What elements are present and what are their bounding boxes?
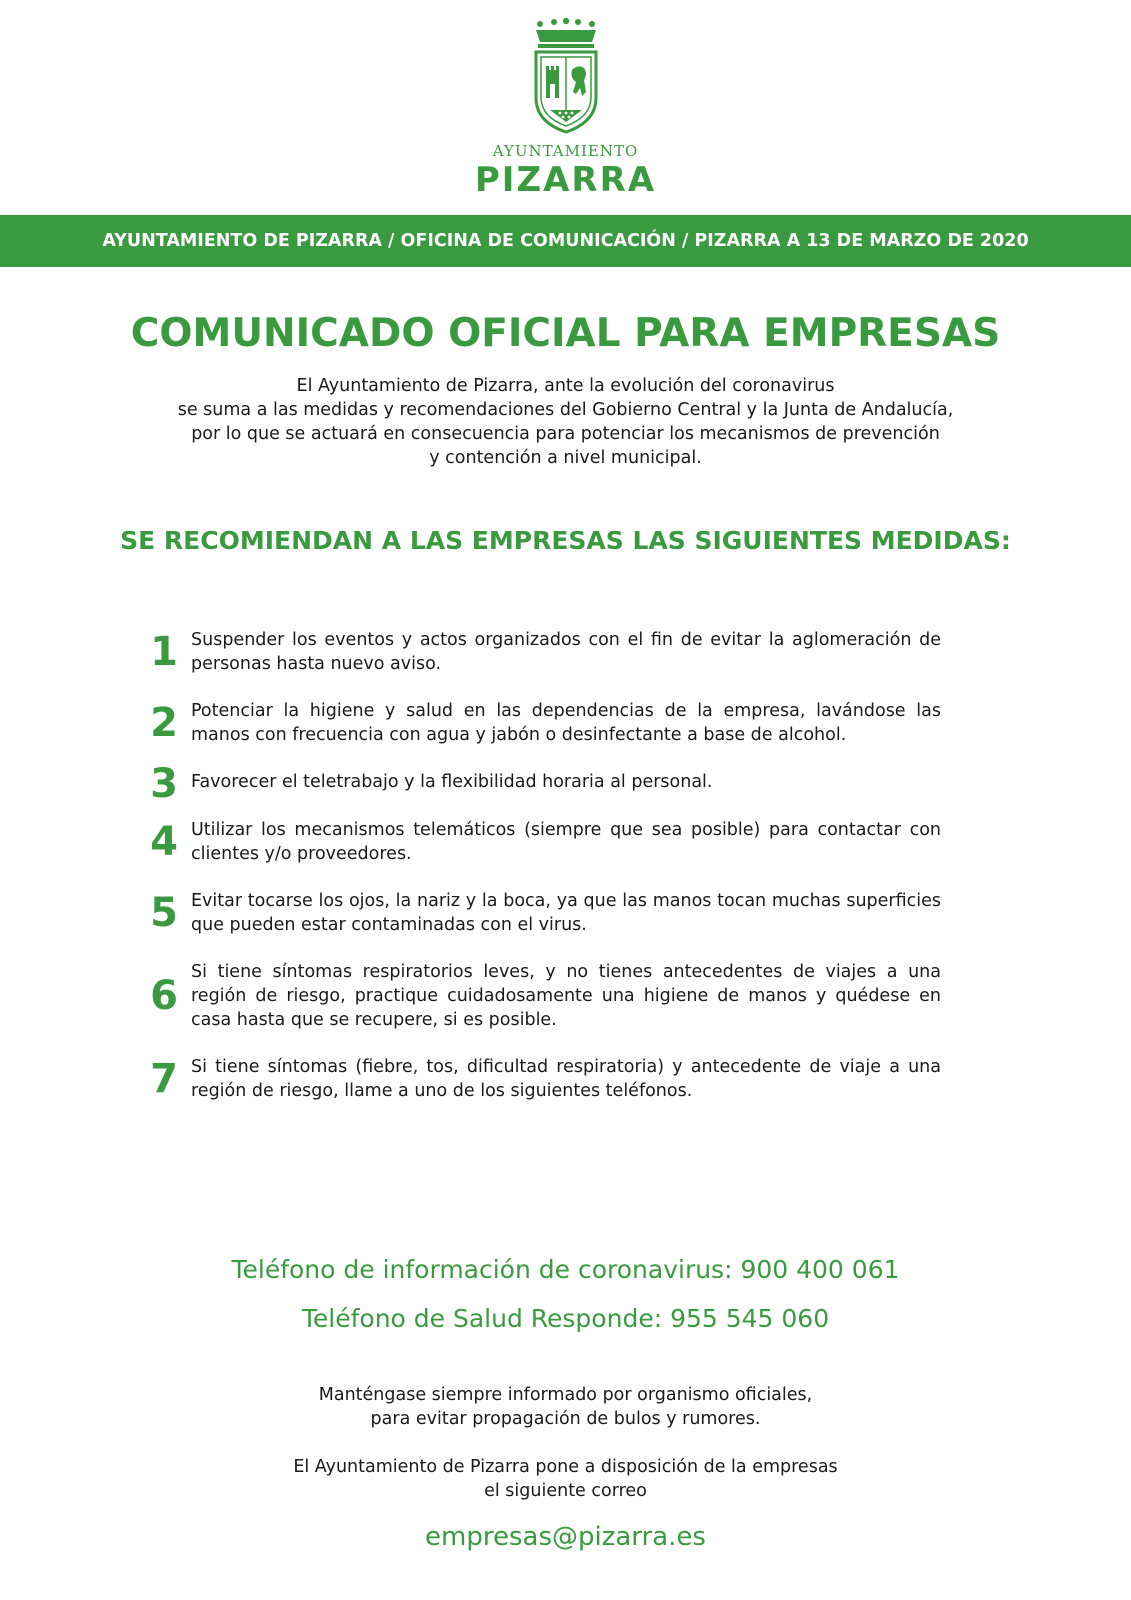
measure-text: Utilizar los mecanismos telemáticos (siempre que sea posible) para contactar con clientes y/o proveedores. [191,820,941,864]
measure-number: 4 [150,819,178,865]
measure-number: 3 [150,761,178,807]
logo-caption-big: PIZARRA [474,160,657,200]
measure-text: Evitar tocarse los ojos, la nariz y la boca, ya que las manos tocan muchas superficies que pueden estar contaminadas con el virus. [191,891,941,935]
note-line: para evitar propagación de bulos y rumores. [370,1409,761,1429]
email-note [0,1455,1131,1503]
measure-number: 2 [150,700,178,746]
measure-text: Potenciar la higiene y salud en las dependencias de la empresa, lavándose las manos con frecuencia con agua y jabón o desinfectante a base de alcohol. [191,701,941,745]
intro-line: por lo que se actuará en consecuencia para potenciar los mecanismos de prevención [191,424,940,444]
contact-email-link[interactable]: empresas@pizarra.es [425,1522,706,1552]
intro-line: se suma a las medidas y recomendaciones del Gobierno Central y la Junta de Andalucía, [177,400,954,420]
measure-text: Favorecer el teletrabajo y la flexibilidad horaria al personal. [191,772,713,792]
intro-line: El Ayuntamiento de Pizarra, ante la evolución del coronavirus [296,376,835,396]
header-banner: AYUNTAMIENTO DE PIZARRA / OFICINA DE COMUNICACIÓN / PIZARRA A 13 DE MARZO DE 2020 [0,215,1131,267]
page-title: COMUNICADO OFICIAL PARA EMPRESAS [130,311,1001,356]
municipal-logo [0,18,1131,200]
note-line: el siguiente correo [484,1481,647,1501]
note-line: Manténgase siempre informado por organismo oficiales, [318,1385,813,1405]
phone-coronavirus: Teléfono de información de coronavirus: 900 400 061 [231,1255,900,1284]
coat-of-arms-icon [530,18,602,136]
measure-text: Si tiene síntomas (fiebre, tos, dificultad respiratoria) y antecedente de viaje a una región de riesgo, llame a uno de los siguientes teléfonos. [191,1057,941,1101]
note-line: El Ayuntamiento de Pizarra pone a disposición de la empresas [293,1457,838,1477]
measure-text: Si tiene síntomas respiratorios leves, y no tienes antecedentes de viajes a una región de riesgo, practique cuidadosamente una higiene de manos y quédese en casa hasta que se recupere, si es posible. [191,962,941,1030]
measure-number: 5 [150,890,178,936]
measure-number: 6 [150,973,178,1019]
measure-number: 7 [150,1056,178,1102]
info-note [0,1383,1131,1431]
logo-caption-small: AYUNTAMIENTO [492,142,639,160]
measure-number: 1 [150,629,178,675]
measure-text: Suspender los eventos y actos organizados con el fin de evitar la aglomeración de personas hasta nuevo aviso. [191,630,941,674]
phone-salud-responde: Teléfono de Salud Responde: 955 545 060 [301,1304,830,1333]
measures-heading: SE RECOMIENDAN A LAS EMPRESAS LAS SIGUIENTES MEDIDAS: [120,526,1011,555]
intro-paragraph [0,374,1131,470]
intro-line: y contención a nivel municipal. [429,448,702,468]
